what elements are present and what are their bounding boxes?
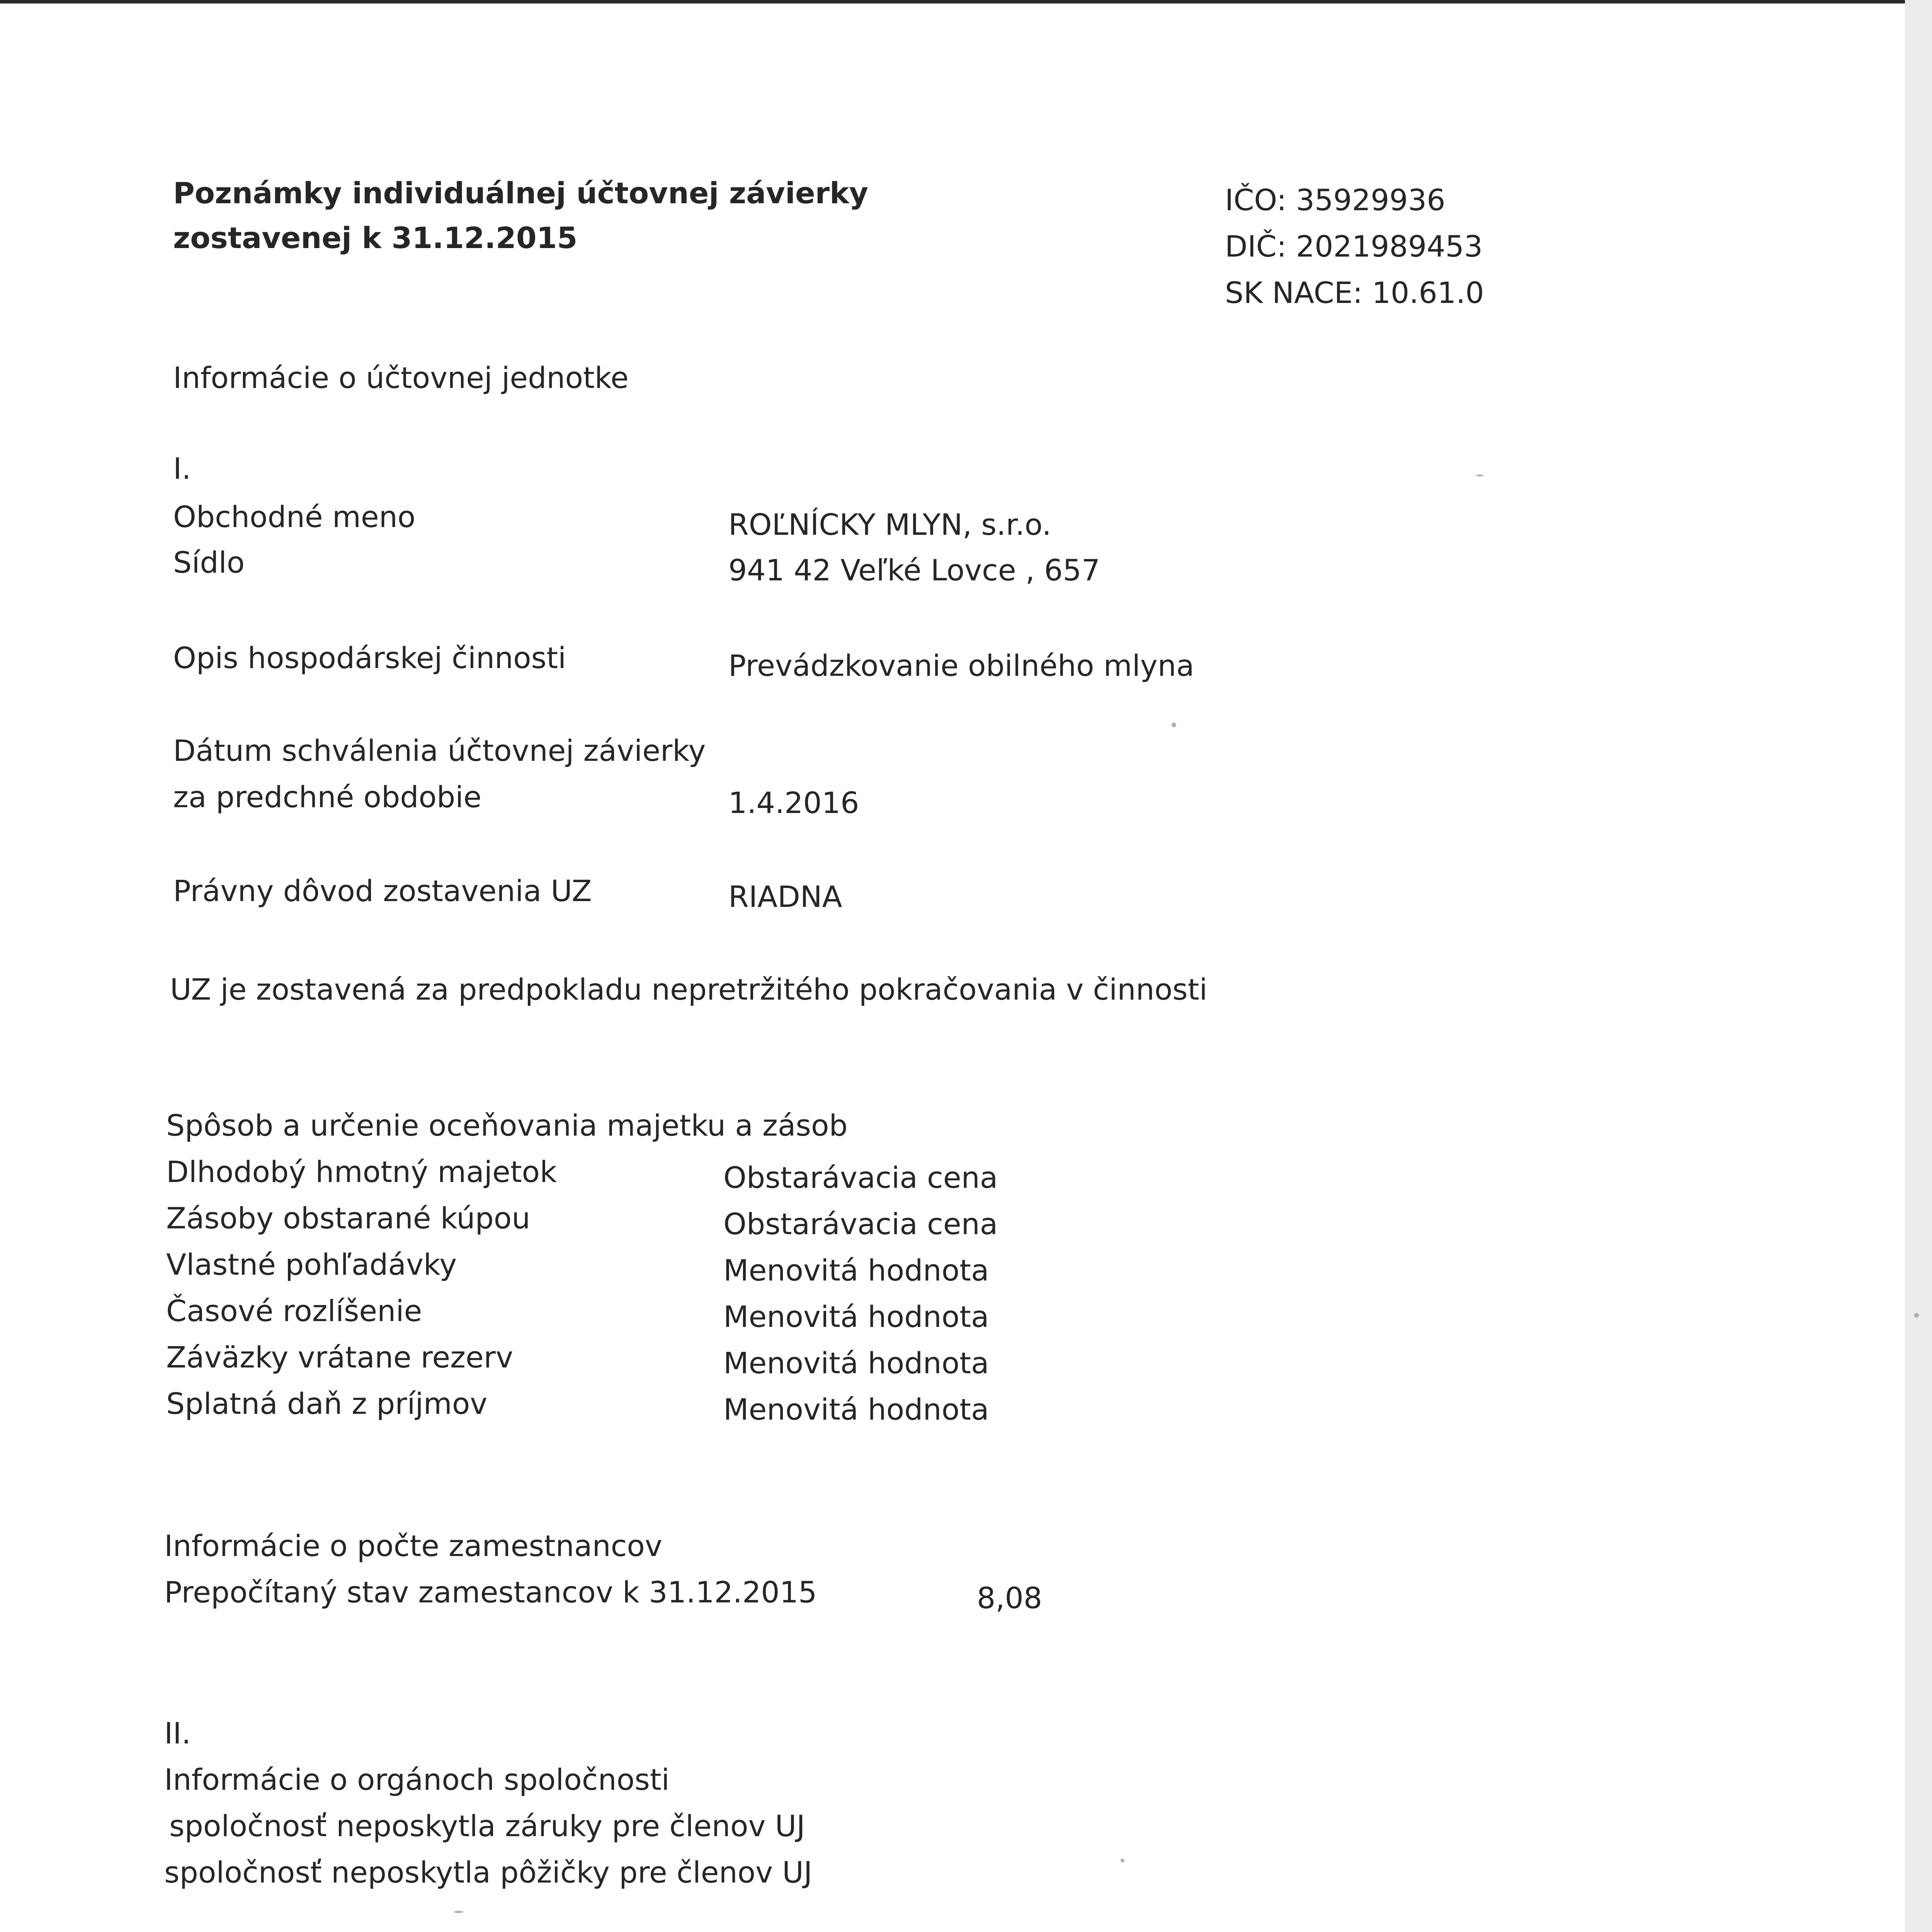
document-title-line2: zostavenej k 31.12.2015 (173, 221, 578, 255)
scan-speck (1914, 1313, 1919, 1318)
approval-date-value: 1.4.2016 (728, 786, 859, 820)
valuation-value: Obstarávacia cena (723, 1207, 998, 1241)
scan-speck (454, 1911, 463, 1913)
seat-value: 941 42 Veľké Lovce , 657 (728, 553, 1100, 587)
seat-label: Sídlo (173, 545, 245, 580)
legal-reason-value: RIADNA (728, 879, 842, 914)
section2-numeral: II. (164, 1716, 191, 1750)
nace-code: SK NACE: 10.61.0 (1225, 276, 1484, 310)
employees-heading: Informácie o počte zamestnancov (164, 1529, 662, 1563)
employees-label: Prepočítaný stav zamestancov k 31.12.2015 (164, 1575, 817, 1609)
scan-top-border (0, 0, 1932, 3)
scan-speck (1172, 723, 1176, 727)
intro-heading: Informácie o účtovnej jednotke (173, 361, 629, 395)
approval-date-label-line2: za predchné obdobie (173, 780, 482, 814)
scan-speck (1476, 474, 1484, 476)
scan-right-margin (1905, 0, 1932, 1932)
document-title-line1: Poznámky individuálnej účtovnej závierky (173, 176, 869, 210)
valuation-label: Záväzky vrátane rezerv (166, 1340, 513, 1374)
going-concern-statement: UZ je zostavená za predpokladu nepretržitého pokračovania v činnosti (170, 972, 1208, 1007)
valuation-value: Obstarávacia cena (723, 1160, 998, 1195)
scan-speck (1121, 1859, 1124, 1862)
activity-label: Opis hospodárskej činnosti (173, 641, 566, 675)
section2-line: spoločnosť neposkytla záruky pre členov UJ (169, 1809, 805, 1843)
dic-number: DIČ: 2021989453 (1225, 229, 1483, 264)
valuation-label: Zásoby obstarané kúpou (166, 1201, 531, 1235)
ico-number: IČO: 35929936 (1225, 183, 1446, 217)
employees-value: 8,08 (977, 1581, 1043, 1615)
section2-line: spoločnosť neposkytla pôžičky pre členov UJ (164, 1855, 813, 1889)
valuation-label: Dlhodobý hmotný majetok (166, 1155, 557, 1189)
valuation-value: Menovitá hodnota (723, 1253, 989, 1287)
valuation-label: Vlastné pohľadávky (166, 1247, 457, 1282)
approval-date-label-line1: Dátum schválenia účtovnej závierky (173, 733, 706, 768)
valuation-label: Splatná daň z príjmov (166, 1386, 488, 1421)
activity-value: Prevádzkovanie obilného mlyna (728, 648, 1194, 683)
company-name-value: ROĽNÍCKY MLYN, s.r.o. (728, 507, 1051, 542)
company-name-label: Obchodné meno (173, 500, 416, 534)
valuation-heading: Spôsob a určenie oceňovania majetku a zásob (166, 1108, 848, 1143)
valuation-value: Menovitá hodnota (723, 1392, 989, 1427)
valuation-label: Časové rozlíšenie (166, 1294, 422, 1328)
section1-numeral: I. (173, 451, 191, 486)
legal-reason-label: Právny dôvod zostavenia UZ (173, 874, 592, 908)
valuation-value: Menovitá hodnota (723, 1299, 989, 1334)
valuation-value: Menovitá hodnota (723, 1346, 989, 1380)
section2-heading: Informácie o orgánoch spoločnosti (164, 1762, 670, 1797)
